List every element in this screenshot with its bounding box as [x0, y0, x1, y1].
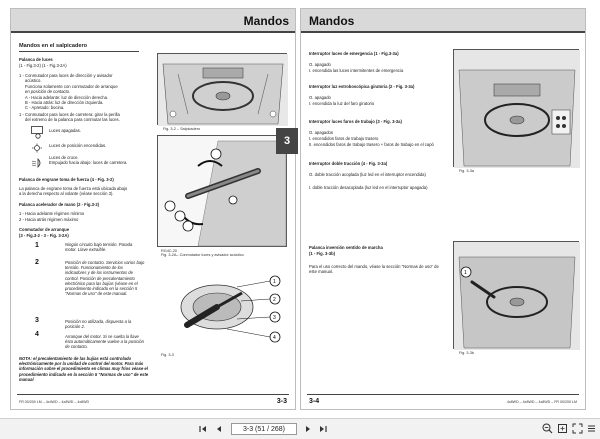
para-5: en posición de contacto. [25, 89, 71, 94]
page-number-field[interactable]: 3-3 (51 / 268) [231, 423, 297, 435]
shuttle-lever-figure [453, 241, 579, 349]
4wd-line-1: I. doble tracción desacoplada (luz led en el interruptor apagada) [309, 185, 428, 190]
left-page-number: 3-3 [276, 398, 287, 405]
throttle-heading: Palanca acelerador de mano (2 - Fig.3-2) [19, 202, 100, 207]
svg-text:3: 3 [273, 315, 276, 321]
prev-page-button[interactable] [214, 424, 224, 434]
strobe-line-1: I. encendida la luz del faro giratorio [309, 101, 375, 106]
first-page-icon [198, 424, 208, 434]
chapter-tab: 3 [276, 128, 298, 154]
next-page-button[interactable] [303, 424, 313, 434]
shuttle-text: Para el uso correcto del mando, véase la sección "Normas de uso" de este manual. [309, 264, 439, 275]
light-item-1: Luces de posición encendidas. [49, 143, 107, 148]
right-page-header [301, 9, 586, 33]
left-page-title: Mandos [243, 14, 289, 28]
strobe-line-0: O. apagado [309, 95, 331, 100]
starter-ref: (3 - Fig.3-2 - 3 - Fig. 3-2A) [19, 233, 69, 238]
fig-label-3-3a: Fig. 3-3a [459, 169, 474, 173]
prev-page-icon [214, 424, 224, 434]
strobe-heading: Interruptor luz estroboscópica giratoria (2 - Fig. 3-3a) [309, 84, 415, 89]
right-page-number: 3-4 [309, 398, 320, 405]
first-page-button[interactable] [198, 424, 208, 434]
section-heading: Mandos en el salpicadero [19, 43, 88, 49]
pto-text-1: La palanca de engrane toma de fuerza está ubicada abajo [19, 186, 128, 191]
para-4: Funciona solamente con conmutador de arranque [25, 84, 118, 89]
light-item-2: Luces de cruce. [49, 155, 79, 160]
left-footer-rule [17, 394, 289, 395]
fit-page-button[interactable] [557, 423, 568, 434]
emergency-line-0: O. apagado [309, 62, 331, 67]
last-page-icon [318, 424, 328, 434]
ignition-figure [157, 265, 287, 349]
position-lights-icon [31, 140, 43, 150]
zoom-out-icon [542, 423, 553, 434]
throttle-line-1: 2 - Hacia atrás régimen máximo [19, 217, 79, 222]
right-page-title: Mandos [309, 14, 355, 28]
menu-button[interactable] [586, 423, 597, 434]
left-page [10, 8, 296, 410]
emergency-heading: Interruptor luces de emergencia (1 - Fig.3-3a) [309, 51, 399, 56]
starter-text-2: Posición de contacto. Servicios varios bajo tensión. Funcionamiento de los indicadores y de los instrumentos de control. Posición de precalentamiento electrónico para las bujías (véase en el procedimiento indicado en la sección 5 "Normas de uso" de este manual. [65, 260, 145, 297]
zoom-out-button[interactable] [542, 423, 553, 434]
left-page-header [11, 9, 296, 33]
svg-text:2: 2 [273, 297, 276, 303]
para-0: Palanca de luces [19, 57, 53, 62]
para-7: B - Hacia atrás: luz de dirección izquierda. [25, 100, 104, 105]
fig-code: RG4C-20 [161, 249, 178, 253]
starter-heading: Conmutador de arranque [19, 227, 70, 232]
starter-num-3: 3 [35, 317, 39, 324]
light-item-0: Luces apagadas. [49, 128, 81, 133]
right-footer-code: 4x8WD – 4x8WD – 4x8WD – FR 00/200 LM [506, 400, 577, 404]
4wd-heading: Interruptor doble tracción (4 - Fig. 3-3a) [309, 161, 388, 166]
svg-text:1: 1 [273, 279, 276, 285]
lights-off-icon [31, 126, 43, 134]
para-6: A - Hacia adelante: luz de dirección derecha. [25, 95, 109, 100]
starter-num-4: 4 [35, 331, 39, 338]
starter-text-4: Arranque del motor. Si se suelta la llave ésta automáticamente vuelve a la posición de contacto. [65, 334, 144, 350]
para-10: del extremo de la palanca para conmutar las luces. [25, 117, 120, 122]
worklights-line-2: II. encendidos faros de trabajo trasero + faros de trabajo en el capó [309, 142, 434, 147]
viewer-toolbar [0, 418, 600, 439]
para-3: acústico. [25, 78, 42, 83]
fig-label-3-3b: Fig. 3-3b [459, 351, 474, 355]
para-9: 1 - Conmutador para luces de carretera: girar la perilla [19, 112, 120, 117]
note-text: NOTA: el precalentamiento de las bujías está controlado electrónicamente por la unidad de control del motor. Para más información sobre el procedimiento en climas muy fríos véase el procedimiento indicado en la sección 5 "Normas de uso" de este manual [19, 356, 149, 382]
fullscreen-button[interactable] [572, 423, 583, 434]
fit-page-icon [557, 423, 568, 434]
heading-rule [19, 51, 139, 52]
starter-num-2: 2 [35, 259, 39, 266]
menu-icon [586, 423, 597, 434]
low-beam-icon [31, 155, 43, 165]
fig-label-3-3: Fig. 3-3 [161, 353, 174, 357]
light-item-3: Empujado hacia abajo: luces de carretera. [49, 160, 128, 165]
svg-text:4: 4 [273, 335, 276, 341]
para-2: 1 - Conmutador para luces de dirección y avisador [19, 73, 113, 78]
next-page-icon [303, 424, 313, 434]
svg-text:1: 1 [464, 270, 467, 276]
shuttle-ref: (1 - Fig. 3-3b) [309, 251, 336, 256]
worklights-heading: Interruptor luces faros de trabajo (3 - Fig. 3-3a) [309, 119, 402, 124]
emergency-line-1: I. encendida las luces intermitentes de emergencia [309, 68, 404, 73]
4wd-line-0: O. doble tracción acoplada (luz led en el interruptor encendida) [309, 172, 426, 177]
light-lever-figure [157, 135, 287, 247]
fig-label-3-2a: Fig. 3-2A– Conmutador luces y avisador acústico [161, 253, 244, 257]
right-footer-rule [307, 394, 579, 395]
shuttle-heading: Palanca inversión sentido de marcha [309, 245, 383, 250]
pto-heading: Palanca de engrane toma de fuerza (4 - Fig. 3-2) [19, 177, 114, 182]
pto-text-2: a la derecha respecto al volante (véase sección 3). [19, 191, 114, 196]
starter-text-1: Ningún circuito bajo tensión. Parada motor. Llave extraíble. [65, 242, 133, 253]
starter-num-1: 1 [35, 242, 39, 249]
right-page [300, 8, 586, 410]
fullscreen-icon [572, 423, 583, 434]
starter-text-3: Posición no utilizada, dispuesta a la posición 2. [65, 319, 132, 330]
para-1: (1 - Fig.3-2) (1 - Fig.3-2A) [19, 63, 67, 68]
last-page-button[interactable] [318, 424, 328, 434]
worklights-line-0: O. apagados [309, 130, 333, 135]
switch-panel-figure [453, 49, 579, 167]
fig-label-3-2: Fig. 3-2 – Salpicadero [163, 127, 201, 131]
throttle-line-0: 1 - Hacia adelante régimen mínimo [19, 211, 85, 216]
left-footer-code: FR 00/200 LM – 4x4WD – 4x8WD – 4x8WD [19, 400, 90, 404]
para-8: C - Apretado: bocina. [25, 105, 65, 110]
dashboard-figure [157, 53, 287, 125]
worklights-line-1: I. encendidos faros de trabajo trasero [309, 136, 379, 141]
